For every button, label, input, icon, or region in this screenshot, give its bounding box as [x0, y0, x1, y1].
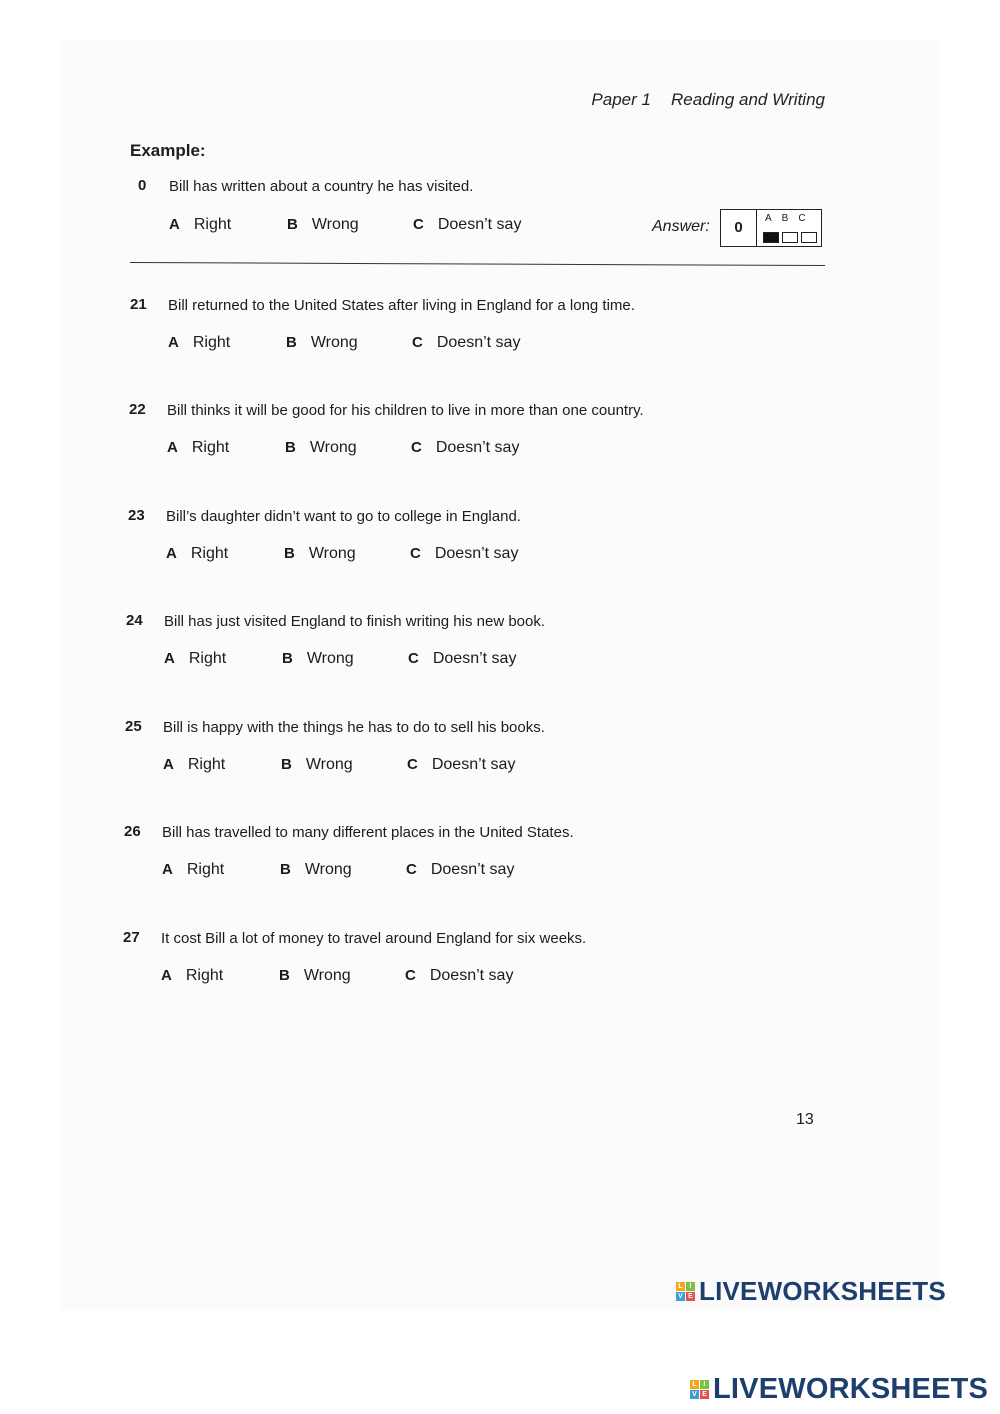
paper-header	[591, 90, 825, 110]
page-number: 13	[796, 1111, 814, 1128]
option-b[interactable]: B Wrong	[282, 650, 354, 667]
option-a[interactable]: A Right	[168, 334, 231, 351]
option-c[interactable]: C Doesn’t say	[412, 334, 521, 351]
answer-options	[162, 861, 662, 883]
option-b[interactable]: B Wrong	[281, 756, 353, 773]
option-a[interactable]: A Right	[164, 650, 227, 667]
logo-mark-icon: L I V E	[690, 1380, 709, 1399]
option-c[interactable]: C Doesn’t say	[406, 861, 515, 878]
question-text: It cost Bill a lot of money to travel around England for six weeks.	[161, 930, 587, 947]
logo-mark-icon: L I V E	[676, 1282, 695, 1301]
option-b[interactable]: B Wrong	[279, 967, 351, 984]
question-number: 27	[123, 929, 140, 946]
question-number: 21	[130, 296, 147, 313]
answer-label: Answer:	[652, 218, 710, 235]
question-text: Bill has just visited England to finish writing his new book.	[164, 613, 546, 630]
paper-number: Paper 1	[591, 90, 651, 109]
question-number: 24	[126, 612, 143, 629]
option-b[interactable]: B Wrong	[287, 216, 359, 233]
liveworksheets-logo	[676, 1276, 946, 1307]
answer-letter-c: C	[798, 213, 806, 224]
question-text: Bill’s daughter didn’t want to go to college in England.	[166, 508, 521, 525]
answer-options	[168, 334, 668, 356]
answer-bubble-a	[763, 232, 779, 243]
question-text: Bill has written about a country he has visited.	[169, 178, 474, 195]
liveworksheets-logo-footer	[690, 1373, 988, 1406]
question-text: Bill thinks it will be good for his children to live in more than one country.	[167, 402, 644, 419]
option-a[interactable]: A Right	[167, 439, 230, 456]
option-a[interactable]: A Right	[169, 216, 232, 233]
answer-options	[164, 650, 664, 672]
option-c[interactable]: C Doesn’t say	[413, 216, 522, 233]
paper-section: Reading and Writing	[670, 90, 825, 109]
answer-options	[163, 756, 663, 778]
answer-letter-b: B	[781, 213, 789, 224]
question-number: 22	[129, 401, 146, 418]
question-text: Bill returned to the United States after living in England for a long time.	[168, 297, 635, 314]
option-a[interactable]: A Right	[166, 545, 229, 562]
option-a[interactable]: A Right	[161, 967, 224, 984]
option-b[interactable]: B Wrong	[285, 439, 357, 456]
answer-options	[169, 216, 669, 238]
answer-number: 0	[721, 210, 757, 246]
option-c[interactable]: C Doesn’t say	[405, 967, 514, 984]
question-text: Bill has travelled to many different places in the United States.	[162, 824, 574, 841]
option-b[interactable]: B Wrong	[280, 861, 352, 878]
question-number: 26	[124, 823, 141, 840]
option-a[interactable]: A Right	[163, 756, 226, 773]
answer-letters	[765, 213, 821, 224]
option-c[interactable]: C Doesn’t say	[408, 650, 517, 667]
logo-text: LIVEWORKSHEETS	[699, 1276, 946, 1306]
logo-text: LIVEWORKSHEETS	[713, 1373, 989, 1405]
question-number: 0	[138, 177, 147, 194]
question-text: Bill is happy with the things he has to do to sell his books.	[163, 719, 545, 736]
option-c[interactable]: C Doesn’t say	[411, 439, 520, 456]
option-c[interactable]: C Doesn’t say	[407, 756, 516, 773]
answer-options	[161, 967, 661, 989]
question-number: 23	[128, 507, 145, 524]
option-b[interactable]: B Wrong	[284, 545, 356, 562]
answer-bubble-b	[782, 232, 798, 243]
option-b[interactable]: B Wrong	[286, 334, 358, 351]
option-a[interactable]: A Right	[162, 861, 225, 878]
option-c[interactable]: C Doesn’t say	[410, 545, 519, 562]
example-label: Example:	[130, 141, 206, 160]
question-number: 25	[125, 718, 142, 735]
answer-sheet-box	[720, 209, 822, 247]
answer-letter-a: A	[765, 213, 772, 224]
answer-options	[166, 545, 666, 567]
answer-options	[167, 439, 667, 461]
answer-bubble-c	[801, 232, 817, 243]
